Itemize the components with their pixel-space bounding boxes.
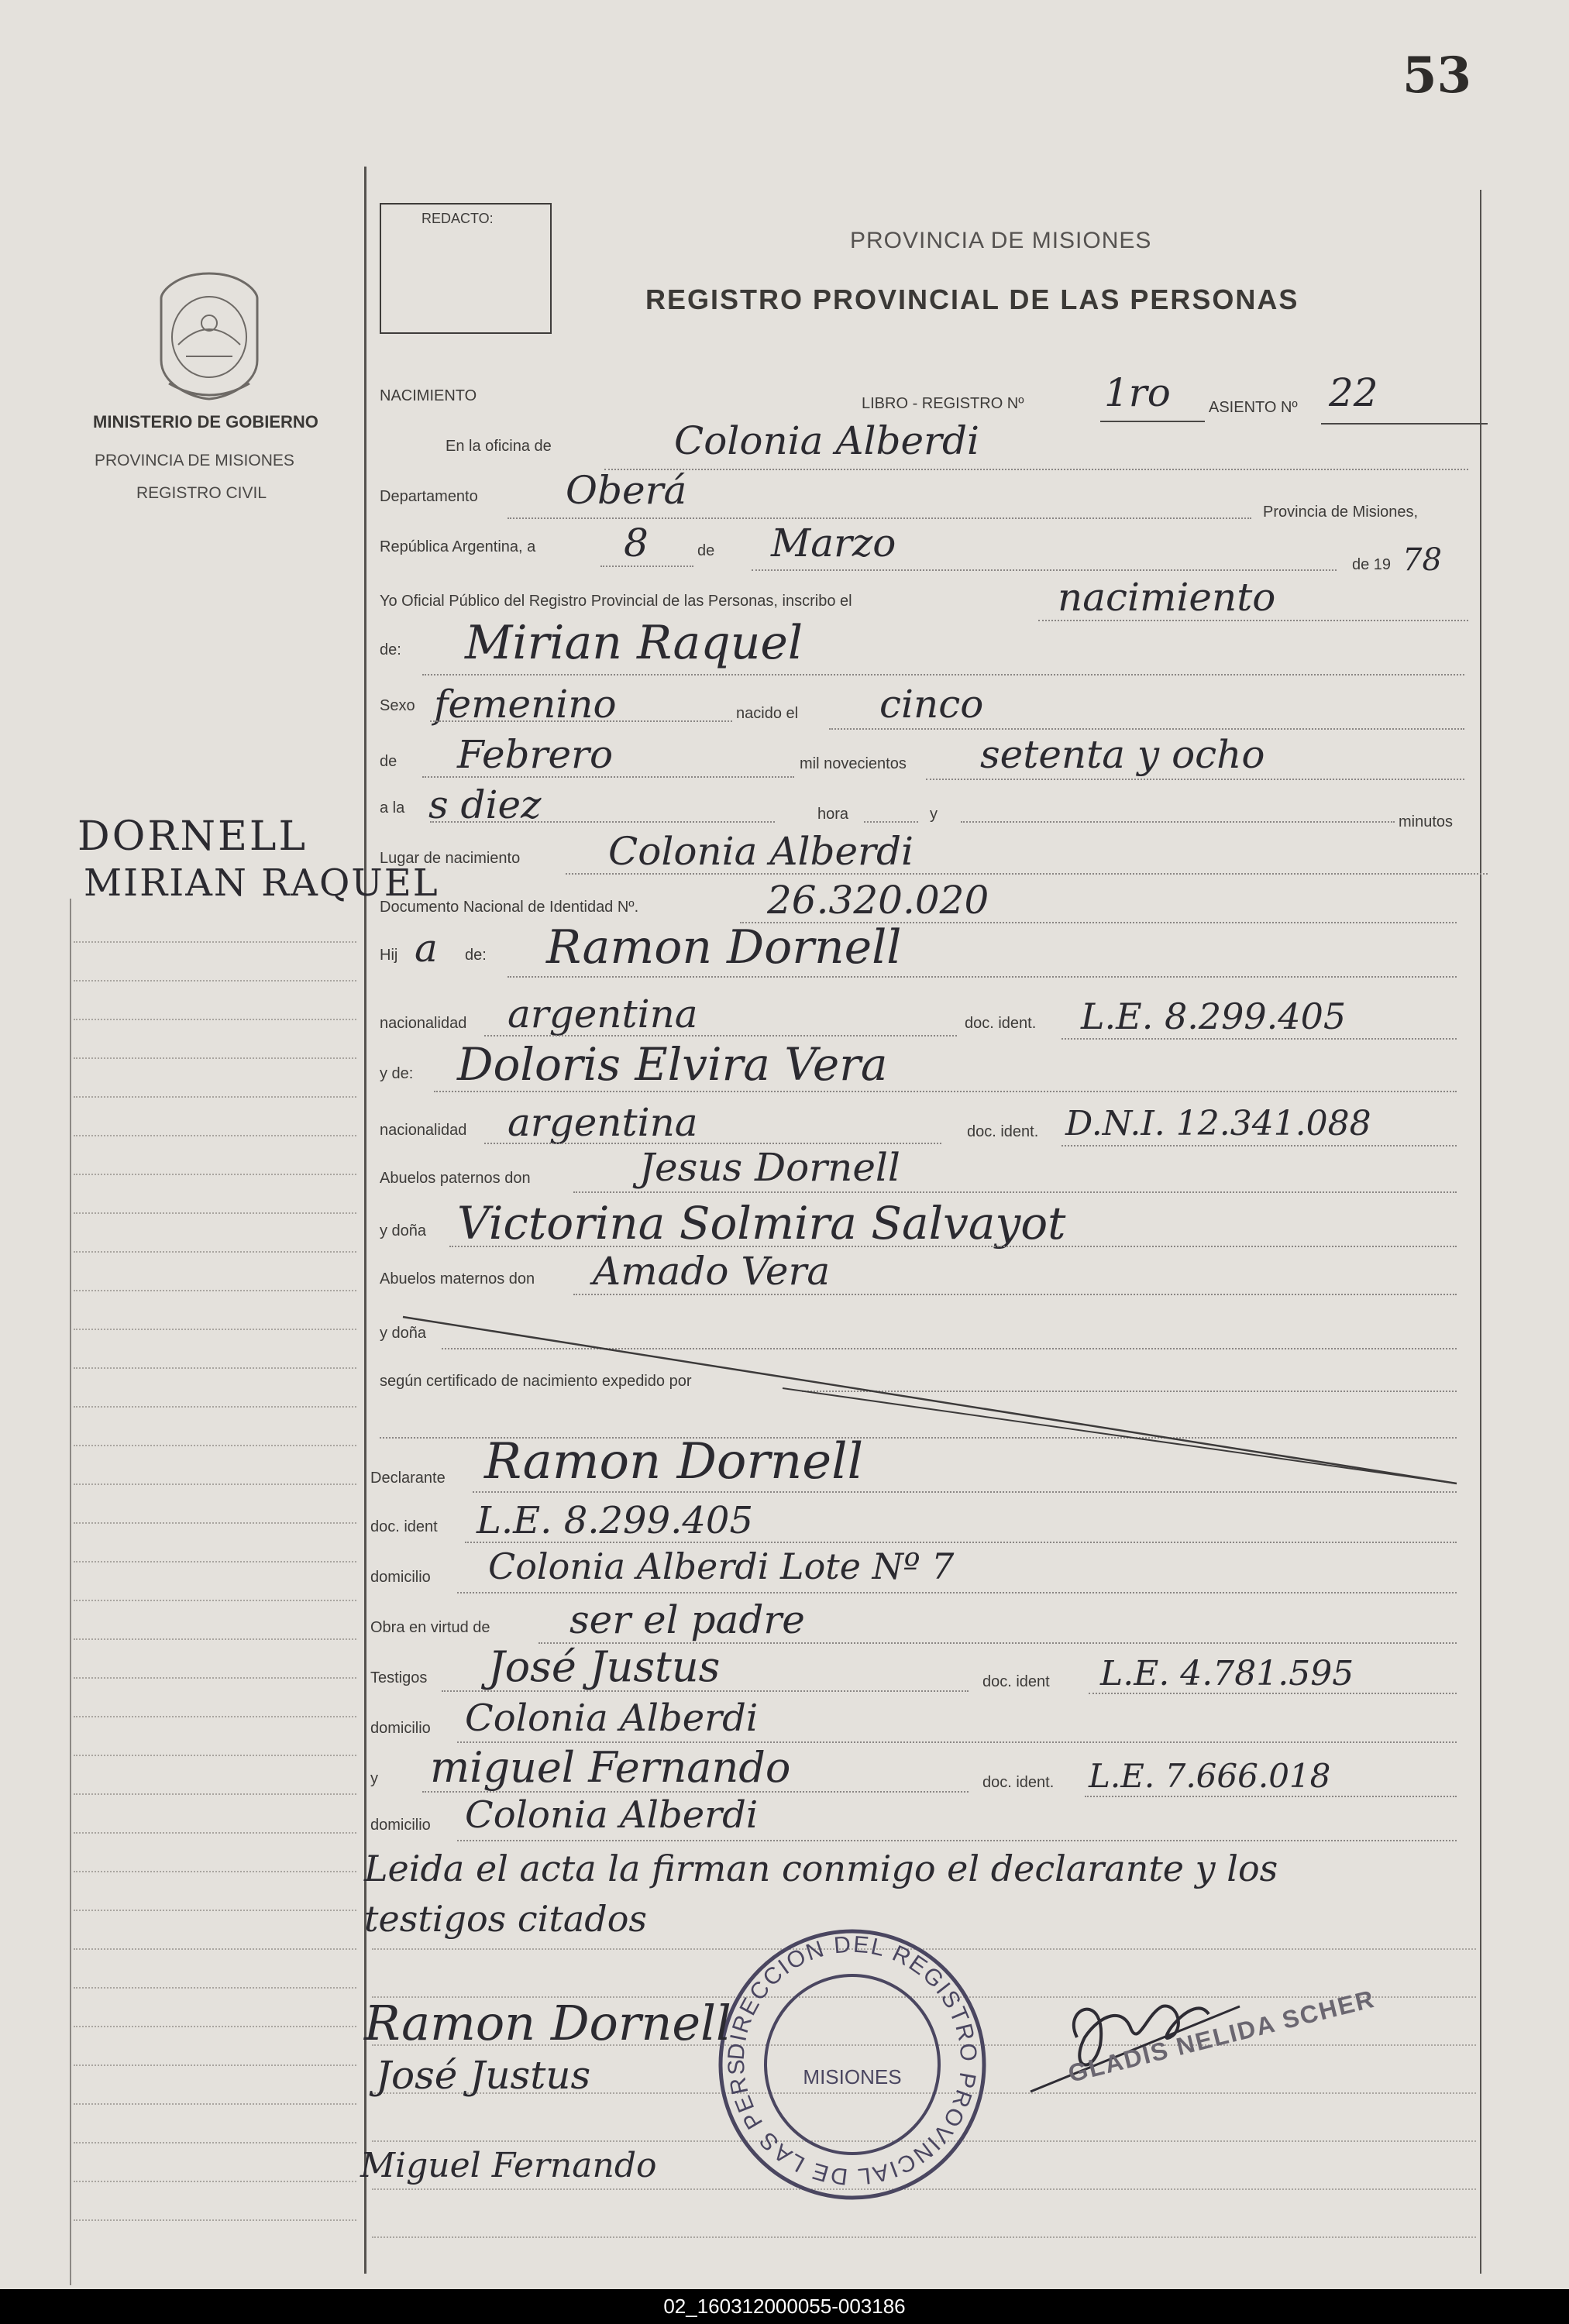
de19-label: de 19 (1352, 556, 1392, 573)
oficina-label: En la oficina de (446, 438, 552, 455)
domicilio1-label: domicilio (370, 1569, 431, 1586)
dni-value: 26.320.020 (767, 878, 989, 923)
signature-declarante: Ramon Dornell (364, 1995, 731, 2051)
y2-label: y (370, 1770, 378, 1787)
docident4-line (1089, 1693, 1457, 1694)
nac2-value: argentina (508, 1100, 698, 1145)
docident3-value: L.E. 8.299.405 (477, 1499, 753, 1542)
docident3-label: doc. ident (370, 1518, 438, 1535)
asiento-label: ASIENTO Nº (1209, 399, 1298, 416)
hij-de-label: de: (465, 947, 487, 964)
padre-value: Ramon Dornell (546, 920, 902, 975)
testigo1-line (442, 1690, 969, 1692)
segun-label: según certificado de nacimiento expedido por (380, 1373, 692, 1390)
milnov-label: mil novecientos (800, 755, 907, 772)
nac2-label: nacionalidad (380, 1122, 467, 1139)
docident5-line (1085, 1796, 1457, 1797)
obra-label: Obra en virtud de (370, 1619, 490, 1636)
testigo2-value: miguel Fernando (430, 1743, 791, 1792)
departamento-label: Departamento (380, 488, 478, 505)
docident1-label: doc. ident. (965, 1015, 1037, 1032)
dni-label: Documento Nacional de Identidad Nº. (380, 899, 639, 916)
docident4-label: doc. ident (982, 1673, 1050, 1690)
nombre-value: Mirian Raquel (465, 616, 803, 670)
domicilio3-line (457, 1840, 1457, 1841)
document-footer (0, 2289, 1569, 2324)
de-label: de (697, 542, 715, 559)
provincia-label: Provincia de Misiones, (1263, 504, 1419, 521)
yde-label: y de: (380, 1065, 414, 1082)
sexo-value: femenino (434, 682, 617, 727)
asiento-value: 22 (1329, 370, 1378, 415)
docident1-value: L.E. 8.299.405 (1081, 995, 1347, 1037)
nac1-label: nacionalidad (380, 1015, 467, 1032)
docident2-label: doc. ident. (967, 1123, 1039, 1140)
registry-header: REGISTRO PROVINCIAL DE LAS PERSONAS (645, 284, 1299, 315)
domicilio1-line (457, 1592, 1457, 1593)
declarante-line (473, 1491, 1457, 1493)
oficina-value: Colonia Alberdi (674, 418, 979, 463)
declarante-value: Ramon Dornell (484, 1433, 864, 1490)
de2-label: de (380, 753, 397, 770)
abmat-label: Abuelos maternos don (380, 1270, 535, 1287)
nacido-value: cinco (879, 682, 984, 727)
de-colon-label: de: (380, 641, 401, 658)
domicilio3-label: domicilio (370, 1817, 431, 1834)
libro-value: 1ro (1104, 370, 1171, 415)
stamp-inner: MISIONES (803, 2065, 902, 2089)
madre-value: Doloris Elvira Vera (457, 1038, 888, 1091)
dia-value: 8 (624, 521, 649, 566)
anio-nac-value: setenta y ocho (980, 732, 1265, 777)
nacido-label: nacido el (736, 705, 799, 722)
domicilio1-value: Colonia Alberdi Lote Nº 7 (488, 1545, 955, 1587)
stamp-text: DIRECCION DEL REGISTRO PROVINCIAL DE LAS PERS (723, 1931, 982, 2190)
ydona1-label: y doña (380, 1222, 427, 1239)
closing-line1: Leida el acta la firman conmigo el declarante y los (364, 1848, 1278, 1889)
ministry-line1: MINISTERIO DE GOBIERNO (93, 412, 318, 431)
hora-value: s diez (428, 782, 542, 827)
closing-line2: testigos citados (364, 1898, 648, 1940)
nac1-value: argentina (508, 992, 698, 1037)
anio-value: 78 (1402, 542, 1442, 578)
docident4-value: L.E. 4.781.595 (1100, 1654, 1354, 1693)
abpat-value: Jesus Dornell (639, 1145, 900, 1190)
nacimiento-label: NACIMIENTO (380, 387, 477, 404)
inscribo-value: nacimiento (1058, 575, 1276, 620)
ministry-line2: PROVINCIA DE MISIONES (95, 452, 294, 469)
official-name-stamp: GLADIS NELIDA SCHER (1065, 1984, 1378, 2088)
footer-code: 02_160312000055-003186 (663, 2295, 906, 2318)
sexo-label: Sexo (380, 697, 415, 714)
hij-label: Hij (380, 947, 398, 964)
minutos-label: minutos (1399, 813, 1454, 830)
hora-label: hora (817, 806, 849, 823)
declarante-label: Declarante (370, 1470, 446, 1487)
domicilio2-label: domicilio (370, 1720, 431, 1737)
docident5-value: L.E. 7.666.018 (1089, 1757, 1331, 1795)
mes-value: Marzo (771, 521, 896, 566)
docident2-value: D.N.I. 12.341.088 (1065, 1104, 1371, 1143)
official-stamp (713, 1921, 992, 2200)
yo-oficial-label: Yo Oficial Público del Registro Provincial de las Personas, inscribo el (380, 593, 852, 610)
departamento-value: Oberá (566, 468, 687, 513)
libro-label: LIBRO - REGISTRO Nº (862, 395, 1024, 412)
abmat-value: Amado Vera (593, 1249, 831, 1294)
lugar-label: Lugar de nacimiento (380, 850, 521, 867)
hij-value: a (415, 926, 438, 971)
margin-surname: DORNELL (77, 813, 308, 860)
ministry-line3: REGISTRO CIVIL (136, 484, 267, 502)
redacto-label: REDACTO: (421, 211, 494, 226)
signature-testigo1: José Justus (376, 2053, 591, 2098)
signature-testigo2: Miguel Fernando (360, 2146, 657, 2185)
testigo2-line (422, 1791, 969, 1793)
lugar-value: Colonia Alberdi (608, 829, 914, 874)
y-label: y (930, 806, 938, 823)
domicilio2-value: Colonia Alberdi (465, 1697, 759, 1740)
abpat2-value: Victorina Solmira Salvayot (457, 1197, 1066, 1250)
ydona2-label: y doña (380, 1325, 427, 1342)
page-number: 53 (1402, 46, 1472, 105)
mes-nac-value: Febrero (457, 732, 614, 777)
republica-label: República Argentina, a (380, 538, 536, 555)
margin-given-names: MIRIAN RAQUEL (84, 861, 439, 905)
alas-label: a la (380, 799, 405, 816)
testigos-label: Testigos (370, 1669, 428, 1686)
province-header: PROVINCIA DE MISIONES (850, 228, 1152, 253)
domicilio3-value: Colonia Alberdi (465, 1793, 759, 1837)
abpat-label: Abuelos paternos don (380, 1170, 531, 1187)
testigo1-value: José Justus (488, 1642, 721, 1691)
docident5-label: doc. ident. (982, 1774, 1055, 1791)
obra-value: ser el padre (569, 1597, 805, 1642)
docident3-line (465, 1542, 1457, 1543)
